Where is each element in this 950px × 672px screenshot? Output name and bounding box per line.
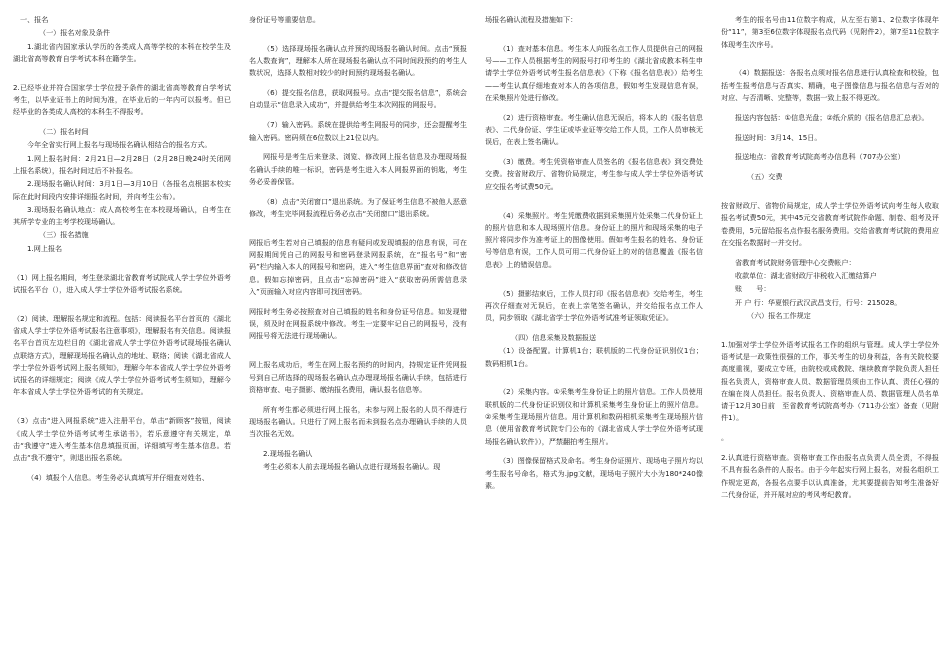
- paragraph: （1）网上报名期间，考生登录湖北省教育考试院成人学士学位外语考试报名平台（），进入成人学士学位外语考试报名系统。: [13, 272, 231, 294]
- paragraph: 按省财政厅、省物价局规定，成人学士学位外语考试向考生每人收取报名考试费50元，其中45元交省教育考试院作命题、制卷、组考及评卷费用，5元留给报名点作报名服务费用。交给省教育考试院的费用应在交报名数据时一并交付。: [721, 200, 939, 247]
- paragraph: （4）数据报送：各报名点须对报名信息进行认真检查和校验，包括考生报考信息与否真实、精确，电子图像信息与报名信息与否对的对应、与否清晰、完整等，数据一致上报不得更改。: [721, 68, 939, 102]
- paragraph: （6）提交报名信息，获取网报号。点击“提交报名信息”，系统会自动显示“信息录入成功”，并提供给考生本次网报的网报号。: [249, 88, 467, 110]
- paragraph: （五）交费: [747, 172, 783, 182]
- paragraph: （六）报名工作规定: [747, 310, 811, 320]
- paragraph: 网报时考生务必按照查对自己填报的姓名和身份证号信息。如发现错误，须及时在网报系统中修改。考生一定要牢记自己的网报号，没有网报号将无法进行现场确认。: [249, 306, 467, 341]
- paragraph: （1）设备配置。计算机1台；联机版的二代身份证识别仪1台；数码相机1台。: [485, 346, 703, 368]
- column-3: [485, 14, 703, 672]
- paragraph: 所有考生都必须进行网上报名，未参与网上报名的人员不得进行现场报名确认。只进行了网上报名而未到报名点办理确认手续的人员当次报名无效。: [249, 404, 467, 439]
- paragraph: 收款单位：湖北省财政厅非税收入汇缴结算户: [735, 270, 877, 280]
- paragraph: （3）图像保留格式及命名。考生身份证照片、现场电子照片均以考生报名号命名，格式为.jpg文献，现场电子照片大小为180*240像素。: [485, 456, 703, 490]
- paragraph-spacer: [485, 377, 703, 386]
- paragraph-spacer: [485, 34, 703, 43]
- column-2: [249, 14, 467, 672]
- paragraph: （4）填报个人信息。考生务必认真填写并仔细查对姓名、: [27, 472, 209, 482]
- paragraph: （2）进行资格审查。考生确认信息无误后，将本人的《报名信息表》、二代身份证、学生证或毕业证等交给工作人员，工作人员审核无误后，在表上签名确认。: [485, 112, 703, 147]
- paragraph: 账 号：: [735, 284, 771, 294]
- paragraph-spacer: [721, 330, 939, 339]
- paragraph: 网报后考生若对自己填报的信息有疑问或发现填报的信息有误，可在网报期间凭自己的网报号和密码登录网报系统，在“报名号”和“密码”栏内输入本人的网报号和密码，进入“考生信息界面”查对和修改信息。假如忘掉密码，且点击“忘掉密码”进入“获取密码所需信息录入”页面输入对应内容即可找回密码。: [249, 237, 467, 297]
- paragraph-spacer: [249, 350, 467, 359]
- paragraph: （7）输入密码。系统在提供给考生网报号的同步，还会提醒考生输入密码。密码须在6位数以上21位以内。: [249, 120, 467, 142]
- paragraph: 1.湖北省内国家承认学历的各类成人高等学校的本科在校学生及湖北省高等教育自学考试本科在籍学生。: [13, 41, 231, 63]
- paragraph: 网报号是考生后来登录、浏览、修改网上报名信息及办理现场报名确认手续的唯一标识，密码是考生进入本人网报界面的钥匙，考生务必妥善保管。: [249, 152, 467, 186]
- paragraph: （8）点击“关闭窗口”退出系统。为了保证考生信息不被他人恶意修改，考生完毕网报流程后务必点击“关闭窗口”退出系统。: [249, 196, 467, 219]
- column-1: [13, 14, 231, 672]
- paragraph: （3）缴费。考生凭资格审查人员签名的《报名信息表》到交费处交费。按省财政厅、省物价局规定，考生参与成人学士学位外语考试应交报名考试费50元。: [485, 157, 703, 191]
- paragraph: 报送内容包括：①信息光盘；②纸介质的《报名信息汇总表》。: [735, 112, 929, 122]
- paragraph-spacer: [485, 201, 703, 210]
- paragraph: （3）点击“进入网报系统”进入注册平台，单击“新顾客”按钮，阅读《成人学士学位外语考试考生承诺书》，若乐意遵守有关规定，单击“我遵守”进入考生基本信息填报页面，详细填写考生基本信息。若点击“我不遵守”，则退出报名系统。: [13, 416, 231, 463]
- paragraph: （1）查对基本信息。考生本人向报名点工作人员提供自己的网报号——工作人员根据考生的网报号打印考生的《湖北省成教本科生申请学士学位外语考试考生报名信息表》（下称《报名信息表》）给考生——考生认真仔细地查对本人的各项信息，假如考生发现信息有误，在采集照片处进行修改。: [485, 43, 703, 102]
- paragraph-spacer: [249, 228, 467, 237]
- paragraph-spacer: [13, 263, 231, 272]
- paragraph-spacer: [13, 73, 231, 82]
- paragraph: （2）阅读、理解报名规定和流程。包括：阅读报名平台首页的《湖北省成人学士学位外语考试报名注意事项》，理解报名有关信息。阅读报名平台首页左边栏目的《湖北省成人学士学位外语考试现场报名确认点联络方式》，理解现场报名确认点的地址、联络；阅读《湖北省成人学士学位外语考试网上报名须知》，理解今年本省成人学士学位外语考试报名的详细规定；阅读《成人学士学位外语考试考生须知》，理解今年本省成人学士学位外语考试的有关规定。: [13, 313, 231, 397]
- paragraph: （2）采集内容。①采集考生身份证上的照片信息。工作人员使用联机版的二代身份证识别仪和计算机采集考生身份证上的照片信息。②采集考生现场照片信息。用计算机和数码相机采集考生现场照片信息（使用省教育考试院专门公布的《湖北省成人学士学位外语考试现场报名确认软件》），严禁翻拍考生照片。: [485, 387, 703, 446]
- paragraph: 报送地点：省教育考试院高考办信息科（707办公室）: [735, 152, 905, 162]
- paragraph-spacer: [721, 191, 939, 200]
- paragraph: 报送时间：3月14、15日。: [735, 132, 822, 142]
- paragraph: 。: [721, 433, 729, 443]
- paragraph: 考生必须本人前去现场报名确认点进行现场报名确认。现: [263, 462, 441, 472]
- paragraph: （四）信息采集及数据报送: [511, 332, 597, 342]
- paragraph-spacer: [13, 406, 231, 415]
- paragraph: 一、报名: [20, 15, 49, 24]
- paragraph: 1.网上报名时间：2月21日—2月28日（2月28日晚24时关闭网上报名系统），报名时间过后不补报名。: [13, 153, 231, 175]
- paragraph: （一）报名对象及条件: [39, 28, 110, 38]
- paragraph: 2.现场报名确认: [263, 449, 313, 459]
- paragraph: 2.认真进行资格审查。资格审查工作由报名点负责人员全责，不得报不具有报名条件的人报名。由于今年起实行网上报名，对报名组织工作规定更高，各报名点要手以认真准备，尤其要提前告知考生准备好二代身份证，并开展对应的考风考纪教育。: [721, 453, 939, 499]
- paragraph-spacer: [485, 279, 703, 288]
- paragraph-spacer: [721, 58, 939, 67]
- paragraph: 2.现场报名确认时间：3月1日—3月10日（各报名点根据本校实际在此时间段内安排详细报名时间，并向考生公布）。: [13, 179, 231, 201]
- paragraph: 场报名确认流程及措施如下：: [485, 15, 578, 24]
- paragraph: 今年全省实行网上报名与现场报名确认相结合的报名方式。: [27, 140, 212, 150]
- paragraph: 网上报名成功后，考生在网上报名预约的时间内，持规定证件凭网报号到自己所选择的现场报名确认点办理现场报名确认手续，包括进行资格审查、电子摄影、缴纳报名费用，确认报名信息等。: [249, 360, 467, 394]
- paragraph-spacer: [249, 34, 467, 43]
- paragraph: 1.加强对学士学位外语考试报名工作的组织与管理。成人学士学位外语考试是一政策性很强的工作，事关考生的切身利益，各有关院校要高度重视，要成立专班，由院校或成教院、继续教育学院负责人担任报名负责人，资格审查人员、数据管理员须由工作认真、责任心强的在编在岗人员担任。报名负责人、资格审查人员、数据管理人员名单请于12月30日前 至省教育考试院高考办（711办公室）备查（见附件1）。: [721, 339, 939, 423]
- paragraph: （4）采集照片。考生凭缴费收据到采集照片处采集二代身份证上的照片信息和本人现场照片信息。身份证上的照片和现场采集的电子照片将同步作为准考证上的图像使用。假如考生报名的姓名、身份证号等信息有误，工作人员可用二代身份证上的对的信息覆盖《报名信息表》上的错误信息。: [485, 210, 703, 269]
- paragraph: 1.网上报名: [27, 243, 63, 253]
- paragraph-spacer: [13, 304, 231, 313]
- paragraph: （二）报名时间: [39, 127, 89, 137]
- column-4: [721, 14, 939, 672]
- paragraph: 3.现场报名确认地点：成人高校考生在本校现场确认，自考生在其所学专业的主考学校现场确认。: [13, 204, 231, 227]
- paragraph: 考生的报名号由11位数字构成，从左至右第1、2位数字体现年份“11”，第3至6位数字体现报名点代码（见附件2），第7至11位数字体现考生次序号。: [721, 15, 939, 49]
- paragraph: （5）选择现场报名确认点并预约现场报名确认时间。点击“预报名人数查询”，理解本人所在现场报名确认点不同时间段预约的考生人数状况，选择人数相对较少的时间预约现场报名确认。: [249, 43, 467, 78]
- paragraph: （5）摄影结束后，工作人员打印《报名信息表》交给考生，考生再次仔细查对无误后，在表上亲笔签名确认，并交给报名点工作人员，同步领取《湖北省学士学位外语考试准考证领取凭证》。: [485, 288, 703, 323]
- paragraph: 开 户 行：华夏银行武汉武昌支行，行号：215028。: [735, 297, 902, 307]
- paragraph: 省教育考试院财务管理中心交费帐户：: [735, 257, 856, 267]
- paragraph: 2.已经毕业并符合国家学士学位授予条件的湖北省高等教育自学考试考生，以毕业证书上的时间为准，在毕业后的一年内可以报考。但已经毕业的各类成人高校的本科生不得报考。: [13, 82, 231, 117]
- paragraph: （三）报名措施: [39, 230, 89, 240]
- paragraph: 身份证号等重要信息。: [249, 15, 320, 24]
